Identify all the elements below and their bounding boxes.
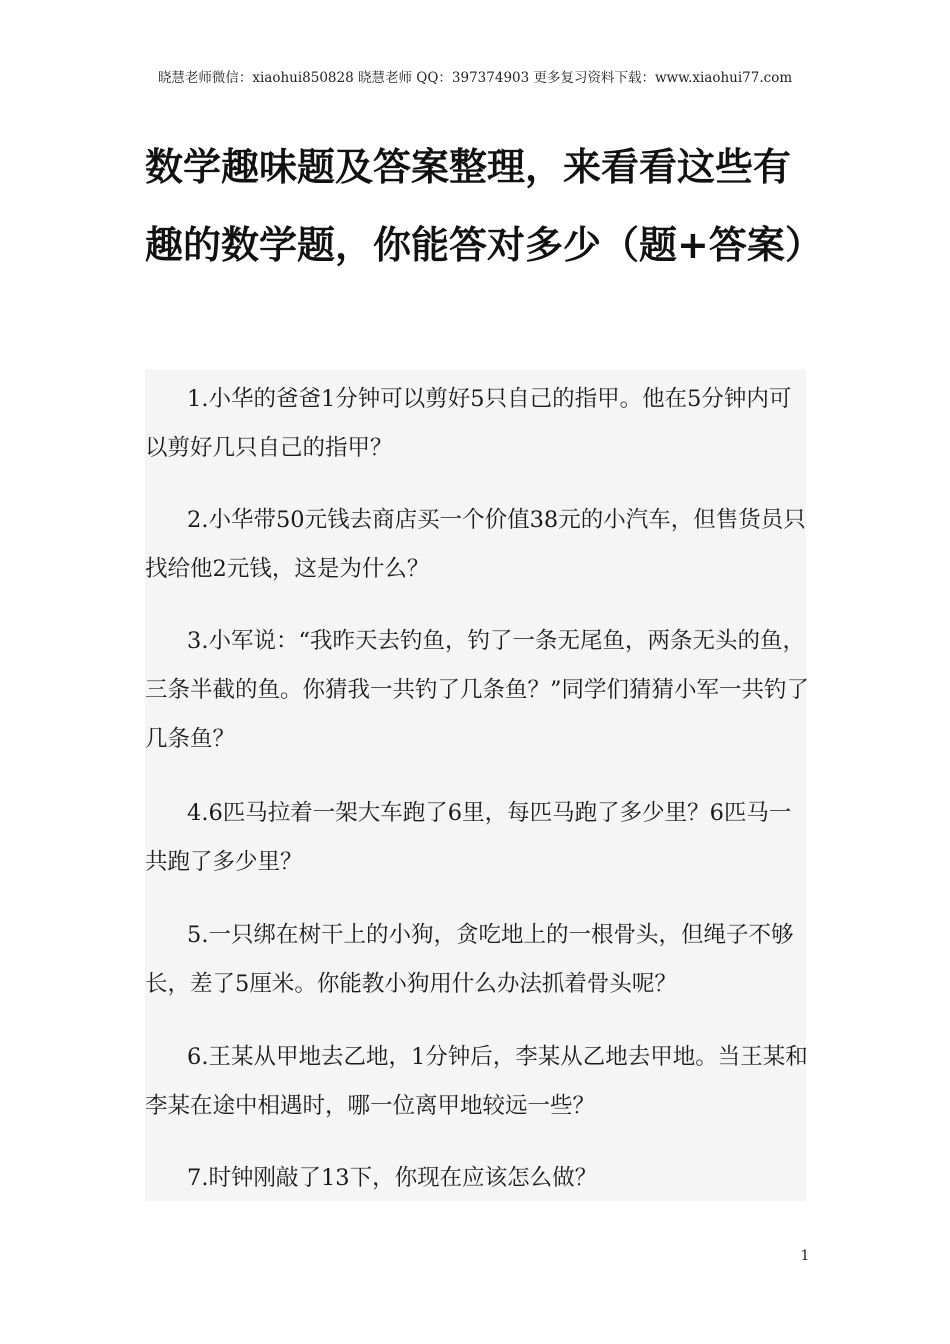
question-2: 2.小华带50元钱去商店买一个价值38元的小汽车，但售货员只找给他2元钱，这是为什么？ bbox=[145, 507, 806, 582]
question-7: 7.时钟刚敲了13下，你现在应该怎么做？ bbox=[187, 1165, 598, 1191]
question-1: 1.小华的爸爸1分钟可以剪好5只自己的指甲。他在5分钟内可以剪好几只自己的指甲？ bbox=[145, 386, 792, 461]
question-4: 4.6匹马拉着一架大车跑了6里，每匹马跑了多少里？6匹马一共跑了多少里？ bbox=[145, 800, 792, 875]
document-title: 数学趣味题及答案整理，来看看这些有趣的数学题，你能答对多少（题+答案） bbox=[145, 145, 823, 267]
question-5: 5.一只绑在树干上的小狗，贪吃地上的一根骨头，但绳子不够长，差了5厘米。你能教小狗用什么办法抓着骨头呢？ bbox=[145, 922, 794, 997]
question-6: 6.王某从甲地去乙地，1分钟后，李某从乙地去甲地。当王某和李某在途中相遇时，哪一位离甲地较远一些？ bbox=[145, 1044, 808, 1119]
question-3: 3.小军说：“我昨天去钓鱼，钓了一条无尾鱼，两条无头的鱼，三条半截的鱼。你猜我一共钓了几条鱼？”同学们猜猜小军一共钓了几条鱼？ bbox=[145, 628, 810, 752]
page-header: 晓慧老师微信：xiaohui850828 晓慧老师 QQ：397374903 更多复习资料下载：www.xiaohui77.com bbox=[157, 70, 793, 86]
page-number: 1 bbox=[800, 1248, 810, 1264]
